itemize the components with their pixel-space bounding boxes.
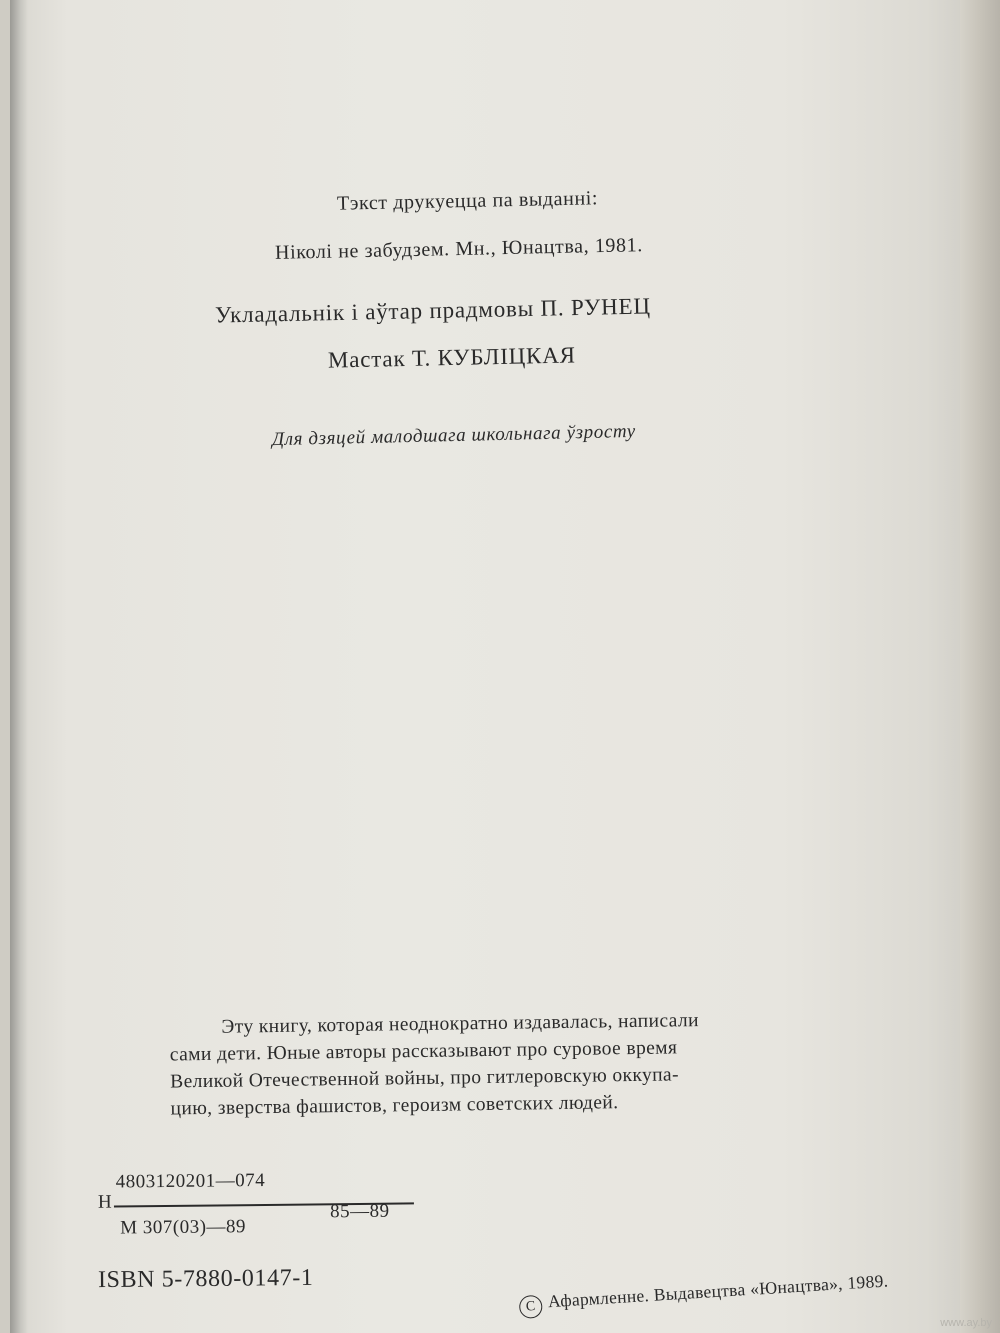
source-note: Тэкст друкуецца па выданні: — [336, 187, 599, 215]
annotation-line: сами дети. Юные авторы рассказывают про суровое время — [169, 1037, 678, 1066]
copyright-line — [518, 1270, 889, 1319]
book-page — [10, 0, 975, 1333]
copyright-text: Афармленне. Выдавецтва «Юнацтва», 1989. — [547, 1270, 889, 1312]
catalog-numerator: 4803120201—074 — [115, 1169, 266, 1193]
page-right-edge — [960, 0, 1000, 1333]
catalog-denominator: М 307(03)—89 — [120, 1216, 247, 1239]
catalog-index — [98, 1168, 429, 1251]
artist-credit: Мастак Т. КУБЛІЦКАЯ — [327, 342, 576, 373]
compiler-credit: Укладальнік і аўтар прадмовы П. РУНЕЦ — [214, 293, 652, 328]
annotation-line: цию, зверства фашистов, героизм советских людей. — [170, 1092, 619, 1120]
annotation-line: Эту книгу, которая неоднократно издавалась, написали — [221, 1010, 700, 1038]
annotation-paragraph — [169, 1006, 810, 1123]
copyright-icon: C — [519, 1295, 543, 1319]
catalog-letter: Н — [97, 1191, 113, 1213]
isbn-number: ISBN 5-7880-0147-1 — [97, 1264, 314, 1294]
age-audience-note: Для дзяцей малодшага школьнага ўзросту — [271, 420, 636, 451]
source-edition: Ніколі не забудзем. Мн., Юнацтва, 1981. — [274, 234, 644, 264]
site-watermark: www.ay.by — [940, 1317, 992, 1329]
annotation-line: Великой Отечественной войны, про гитлеровскую оккупа- — [170, 1064, 680, 1093]
page-left-shadow — [10, 0, 28, 1333]
catalog-suffix: 85—89 — [329, 1200, 390, 1223]
